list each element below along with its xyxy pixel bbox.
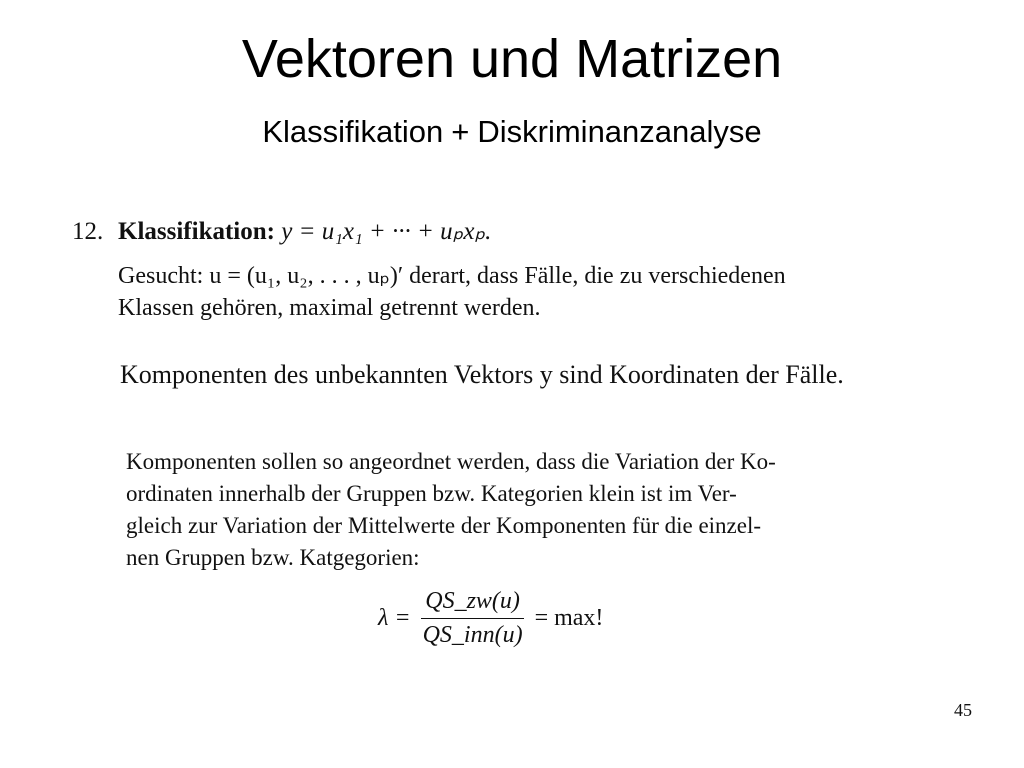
- heading-formula: y = u₁x₁ + ··· + uₚxₚ.: [281, 218, 492, 245]
- heading-label: Klassifikation:: [118, 218, 275, 245]
- subtitle-right: Diskriminanzanalyse: [477, 114, 762, 149]
- explanation-paragraph: [126, 446, 886, 574]
- gesucht-block: [118, 260, 918, 324]
- formula-fraction: [419, 588, 527, 649]
- formula-numerator: QS_zw(u): [421, 588, 524, 619]
- paragraph-line-2: ordinaten innerhalb der Gruppen bzw. Kategorien klein ist im Ver-: [126, 481, 737, 506]
- lambda-formula: [378, 586, 603, 650]
- page-number: 45: [954, 700, 972, 720]
- slide-subtitle: [0, 114, 1024, 150]
- komponenten-line: Komponenten des unbekannten Vektors y sind Koordinaten der Fälle.: [120, 360, 844, 389]
- classification-heading: [118, 216, 491, 246]
- slide-title: Vektoren und Matrizen: [241, 29, 783, 89]
- item-number: 12.: [72, 218, 104, 245]
- gesucht-line-1: Gesucht: u = (u₁, u₂, . . . , uₚ)′ derart, dass Fälle, die zu verschiedenen: [118, 263, 786, 289]
- formula-denominator: QS_inn(u): [422, 621, 523, 648]
- subtitle-left: Klassifikation: [262, 114, 444, 149]
- paragraph-line-4: nen Gruppen bzw. Katgegorien:: [126, 545, 420, 570]
- formula-rhs: = max!: [534, 604, 604, 631]
- paragraph-line-1: Komponenten sollen so angeordnet werden, dass die Variation der Ko-: [126, 449, 776, 474]
- subtitle-plus: +: [451, 114, 470, 149]
- gesucht-line-2: Klassen gehören, maximal getrennt werden.: [118, 295, 541, 321]
- paragraph-line-3: gleich zur Variation der Mittelwerte der Komponenten für die einzel-: [126, 513, 762, 538]
- formula-lhs: λ =: [378, 604, 411, 631]
